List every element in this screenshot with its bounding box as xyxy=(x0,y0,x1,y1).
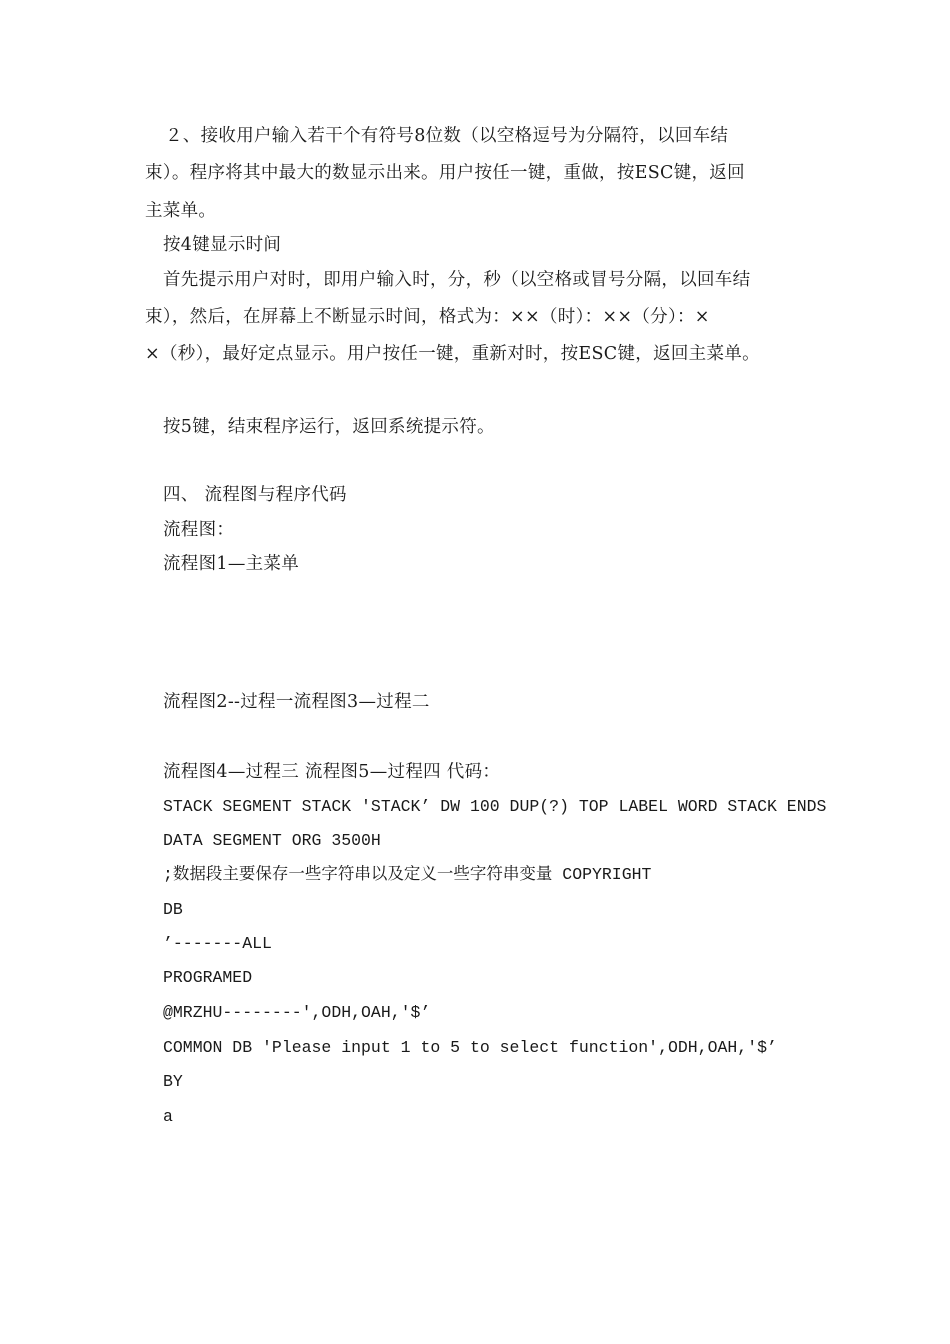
code-line: STACK SEGMENT STACK 'STACK’ DW 100 DUP(?) TOP LABEL WORD STACK ENDS xyxy=(163,797,827,816)
key4-line-3: ×（秒），最好定点显示。用户按任一键，重新对时，按ESC键，返回主菜单。 xyxy=(145,344,760,364)
code-line: @MRZHU--------',ODH,OAH,'$’ xyxy=(163,1003,431,1022)
flowchart-1-caption: 流程图1—主菜单 xyxy=(163,554,300,574)
key4-heading: 按4键显示时间 xyxy=(163,235,282,255)
code-line: DB xyxy=(163,900,183,919)
para2-line-2: 束）。程序将其中最大的数显示出来。用户按任一键，重做，按ESC键，返回 xyxy=(145,163,745,183)
code-line: DATA SEGMENT ORG 3500H xyxy=(163,831,381,850)
flowchart-4-5-caption: 流程图4—过程三 流程图5—过程四 代码： xyxy=(163,762,501,782)
code-line: PROGRAMED xyxy=(163,968,253,987)
para2-line-1: ２、接收用户输入若干个有符号8位数（以空格逗号为分隔符，以回车结 xyxy=(165,126,729,146)
code-line: COMMON DB 'Please input 1 to 5 to select function',ODH,OAH,'$’ xyxy=(163,1038,777,1057)
key5-line: 按5键，结束程序运行，返回系统提示符。 xyxy=(163,417,495,437)
section-4-title: 四、 流程图与程序代码 xyxy=(163,485,347,505)
code-line: ;数据段主要保存一些字符串以及定义一些字符串变量 COPYRIGHT xyxy=(163,865,652,884)
code-line: ’-------ALL xyxy=(163,934,272,953)
code-line: BY xyxy=(163,1072,183,1091)
code-line: a xyxy=(163,1107,173,1126)
key4-line-2: 束），然后，在屏幕上不断显示时间，格式为：××（时）：××（分）：× xyxy=(145,307,710,327)
flowchart-label: 流程图： xyxy=(163,520,235,540)
para2-line-3: 主菜单。 xyxy=(145,201,217,221)
flowchart-2-3-caption: 流程图2--过程一流程图3—过程二 xyxy=(163,692,430,712)
key4-line-1: 首先提示用户对时，即用户输入时，分，秒（以空格或冒号分隔，以回车结 xyxy=(163,270,751,290)
